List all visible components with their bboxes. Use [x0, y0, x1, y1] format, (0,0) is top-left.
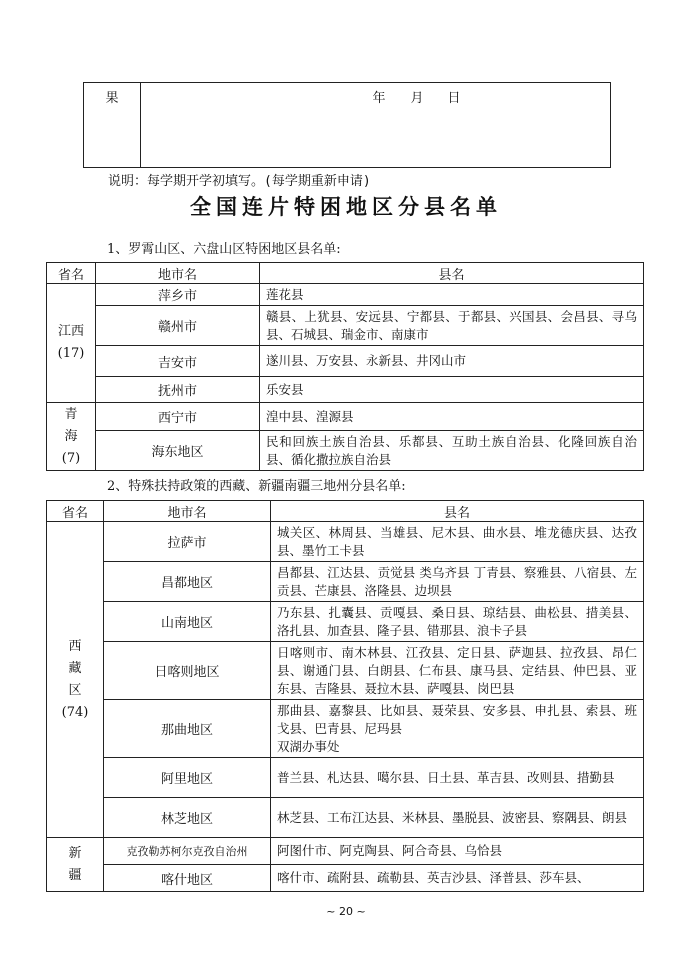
province-count: (7)	[61, 450, 81, 466]
city-cell: 拉萨市	[104, 522, 271, 562]
table-row	[47, 700, 644, 758]
section1-table	[46, 262, 644, 471]
county-cell: 阿图什市、阿克陶县、阿合奇县、乌恰县	[271, 838, 644, 865]
city-cell: 西宁市	[96, 403, 260, 431]
top-box-date-cell	[141, 83, 611, 168]
header-county: 县名	[260, 263, 644, 284]
province-jiangxi	[47, 284, 96, 403]
table-row	[47, 562, 644, 602]
province-name-char: 新	[68, 845, 82, 861]
table-row	[47, 758, 644, 798]
province-count: (17)	[57, 346, 85, 361]
county-cell: 林芝县、工布江达县、米林县、墨脱县、波密县、察隅县、朗县	[271, 798, 644, 838]
county-list: 那曲县、嘉黎县、比如县、聂荣县、安多县、申扎县、索县、班戈县、巴青县、尼玛县	[277, 702, 637, 736]
section2-heading: 2、特殊扶持政策的西藏、新疆南疆三地州分县名单:	[107, 479, 406, 494]
table-row	[47, 377, 644, 403]
province-qinghai	[47, 403, 96, 471]
header-county: 县名	[271, 501, 644, 522]
province-name-char: 疆	[68, 867, 82, 883]
top-form-box	[83, 82, 611, 168]
county-cell: 喀什市、疏附县、疏勒县、英吉沙县、泽普县、莎车县、	[271, 865, 644, 892]
county-cell	[271, 700, 644, 758]
table-row	[47, 431, 644, 471]
province-name-char: 青	[64, 406, 78, 422]
city-cell: 喀什地区	[104, 865, 271, 892]
city-cell: 林芝地区	[104, 798, 271, 838]
page-title: 全国连片特困地区分县名单	[190, 195, 502, 219]
table-header-row	[47, 263, 644, 284]
section1-heading: 1、罗霄山区、六盘山区特困地区县名单:	[107, 242, 341, 257]
table-row	[47, 522, 644, 562]
top-box-label-cell	[84, 83, 141, 168]
province-name: 江西	[57, 324, 84, 339]
county-cell: 乐安县	[260, 377, 644, 403]
county-cell: 赣县、上犹县、安远县、宁都县、于都县、兴国县、会昌县、寻乌县、石城县、瑞金市、南康市	[260, 306, 644, 346]
province-name-char: 海	[64, 428, 78, 444]
table-row	[47, 284, 644, 306]
province-xinjiang	[47, 838, 104, 892]
province-name-char: 西	[68, 638, 82, 654]
county-cell: 民和回族土族自治县、乐都县、互助土族自治县、化隆回族自治县、循化撒拉族自治县	[260, 431, 644, 471]
header-province: 省名	[47, 263, 96, 284]
city-cell: 昌都地区	[104, 562, 271, 602]
city-cell: 那曲地区	[104, 700, 271, 758]
city-cell: 克孜勒苏柯尔克孜自治州	[104, 838, 271, 865]
fill-note: 说明：每学期开学初填写。(每学期重新申请)	[108, 174, 371, 189]
county-cell: 湟中县、湟源县	[260, 403, 644, 431]
city-cell: 赣州市	[96, 306, 260, 346]
table-row	[47, 865, 644, 892]
date-day: 日	[447, 91, 461, 106]
table-row	[47, 642, 644, 700]
county-extra: 双湖办事处	[277, 738, 340, 754]
county-cell: 日喀则市、南木林县、江孜县、定日县、萨迦县、拉孜县、昂仁县、谢通门县、白朗县、仁布县、康马县、定结县、仲巴县、亚东县、吉隆县、聂拉木县、萨嘎县、岗巴县	[271, 642, 644, 700]
city-cell: 海东地区	[96, 431, 260, 471]
header-province: 省名	[47, 501, 104, 522]
city-cell: 日喀则地区	[104, 642, 271, 700]
county-cell: 城关区、林周县、当雄县、尼木县、曲水县、堆龙德庆县、达孜县、墨竹工卡县	[271, 522, 644, 562]
table-row	[47, 346, 644, 377]
province-count: (74)	[61, 704, 89, 720]
province-name-char: 藏	[68, 660, 82, 676]
city-cell: 山南地区	[104, 602, 271, 642]
header-city: 地市名	[96, 263, 260, 284]
county-cell: 莲花县	[260, 284, 644, 306]
province-xizang	[47, 522, 104, 838]
county-cell: 遂川县、万安县、永新县、井冈山市	[260, 346, 644, 377]
table-row	[47, 838, 644, 865]
city-cell: 萍乡市	[96, 284, 260, 306]
table-row	[47, 306, 644, 346]
county-cell: 普兰县、札达县、噶尔县、日土县、革吉县、改则县、措勤县	[271, 758, 644, 798]
header-city: 地市名	[104, 501, 271, 522]
table-row	[47, 602, 644, 642]
city-cell: 吉安市	[96, 346, 260, 377]
table-row	[47, 798, 644, 838]
table-header-row	[47, 501, 644, 522]
county-cell: 昌都县、江达县、贡觉县 类乌齐县 丁青县、察雅县、八宿县、左贡县、芒康县、洛隆县、边坝县	[271, 562, 644, 602]
date-month: 月	[410, 91, 424, 106]
county-cell: 乃东县、扎囊县、贡嘎县、桑日县、琼结县、曲松县、措美县、洛扎县、加查县、隆子县、错那县、浪卡子县	[271, 602, 644, 642]
date-year: 年	[372, 91, 386, 106]
page-number: ~ 20 ~	[326, 905, 366, 918]
top-box-label: 果	[105, 91, 119, 106]
city-cell: 阿里地区	[104, 758, 271, 798]
city-cell: 抚州市	[96, 377, 260, 403]
table-row	[47, 403, 644, 431]
section2-table	[46, 500, 644, 892]
province-name-char: 区	[68, 682, 82, 698]
